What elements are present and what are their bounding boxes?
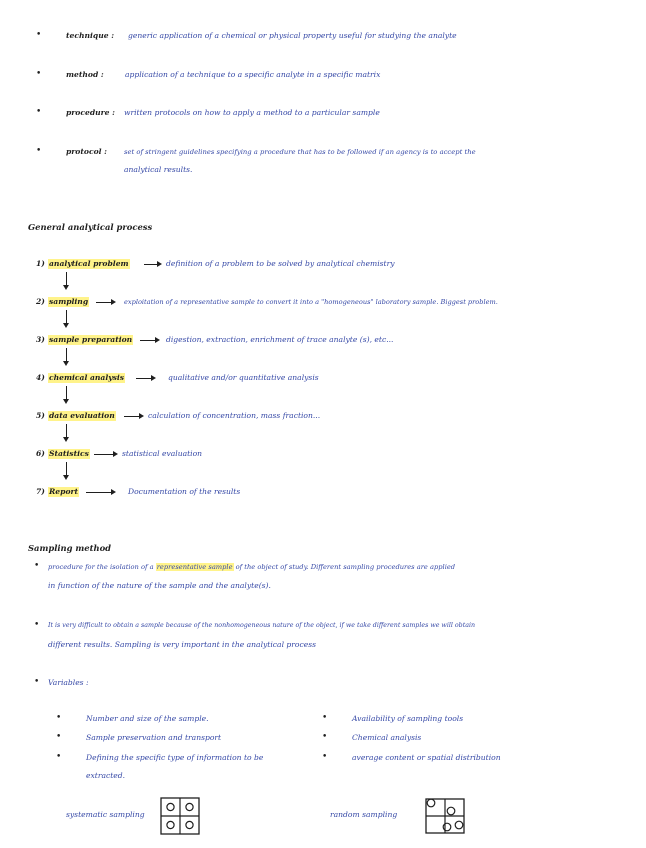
step-label: Report [49, 487, 79, 496]
term-protocol: protocol : [66, 147, 107, 156]
step-text: definition of a problem to be solved by analytical chemistry [166, 259, 395, 268]
step-number: 3) [36, 335, 45, 344]
bullet: • [34, 677, 40, 687]
sampling-paragraph-2-cont: different results. Sampling is very important in the analytical process [48, 640, 317, 649]
bullet: • [56, 713, 62, 723]
bullet: • [322, 732, 328, 742]
step-text: Documentation of the results [128, 487, 241, 496]
down-arrow-icon [66, 348, 67, 362]
step-number: 4) [36, 373, 45, 382]
step-number: 2) [36, 297, 45, 306]
step-label: sample preparation [49, 335, 133, 344]
term-method: method : [66, 70, 104, 79]
right-arrow-icon [140, 340, 156, 341]
systematic-sampling-label: systematic sampling [66, 810, 145, 819]
random-sampling-label: random sampling [330, 810, 398, 819]
variable-item: Availability of sampling tools [352, 714, 464, 723]
step-number: 7) [36, 487, 45, 496]
step-label: chemical analysis [49, 373, 125, 382]
step-label: data evaluation [49, 411, 115, 420]
variable-item: Defining the specific type of information to be [86, 753, 264, 762]
step-number: 6) [36, 449, 45, 458]
step-label: Statistics [49, 449, 89, 458]
step-number: 5) [36, 411, 45, 420]
definition-procedure: written protocols on how to apply a method to a particular sample [124, 108, 380, 117]
definition-protocol: set of stringent guidelines specifying a procedure that has to be followed if an agency is to accept the [124, 148, 476, 156]
bullet: • [36, 146, 42, 156]
text-run: procedure for the isolation of a [48, 563, 156, 571]
bullet: • [36, 107, 42, 117]
variable-item: Number and size of the sample. [86, 714, 209, 723]
definition-protocol-cont: analytical results. [124, 165, 193, 174]
down-arrow-icon [66, 386, 67, 400]
term-procedure: procedure : [66, 108, 115, 117]
right-arrow-icon [86, 492, 112, 493]
step-number: 1) [36, 259, 45, 268]
bullet: • [322, 752, 328, 762]
bullet: • [34, 620, 40, 630]
bullet: • [36, 69, 42, 79]
step-text: exploitation of a representative sample to convert it into a "homogeneous" laboratory sample. Biggest problem. [124, 298, 498, 306]
right-arrow-icon [94, 454, 114, 455]
random-sampling-grid-icon [422, 795, 468, 837]
bullet: • [56, 732, 62, 742]
right-arrow-icon [96, 302, 112, 303]
section-title: General analytical process [28, 222, 153, 232]
down-arrow-icon [66, 310, 67, 324]
sampling-paragraph-1 [48, 562, 455, 572]
text-run: of the object of study. Different sampling procedures are applied [233, 563, 456, 571]
step-text: calculation of concentration, mass fraction... [148, 411, 321, 420]
variable-item-cont: extracted. [86, 771, 126, 780]
section-title: Sampling method [28, 543, 112, 553]
step-label: sampling [49, 297, 89, 306]
down-arrow-icon [66, 424, 67, 438]
variable-item: Chemical analysis [352, 733, 422, 742]
systematic-sampling-grid-icon [160, 797, 200, 835]
bullet: • [56, 752, 62, 762]
right-arrow-icon [124, 416, 140, 417]
bullet: • [34, 561, 40, 571]
step-text: digestion, extraction, enrichment of trace analyte (s), etc... [166, 335, 394, 344]
bullet: • [36, 30, 42, 40]
right-arrow-icon [144, 264, 158, 265]
step-label: analytical problem [49, 259, 129, 268]
sampling-paragraph-2: It is very difficult to obtain a sample because of the nonhomogeneous nature of the object, if we take different samples we will obtain [48, 622, 476, 629]
variable-item: Sample preservation and transport [86, 733, 222, 742]
step-text: qualitative and/or quantitative analysis [168, 373, 319, 382]
variables-label: Variables : [48, 678, 89, 687]
step-text: statistical evaluation [122, 449, 203, 458]
definition-technique: generic application of a chemical or physical property useful for studying the analyte [128, 31, 457, 40]
variable-item: average content or spatial distribution [352, 753, 501, 762]
definition-method: application of a technique to a specific analyte in a specific matrix [125, 70, 381, 79]
bullet: • [322, 713, 328, 723]
right-arrow-icon [136, 378, 152, 379]
sampling-paragraph-1-cont: in function of the nature of the sample and the analyte(s). [48, 581, 271, 590]
highlighted-text: representative sample [156, 563, 233, 571]
term-technique: technique : [66, 31, 114, 40]
down-arrow-icon [66, 272, 67, 286]
down-arrow-icon [66, 462, 67, 476]
